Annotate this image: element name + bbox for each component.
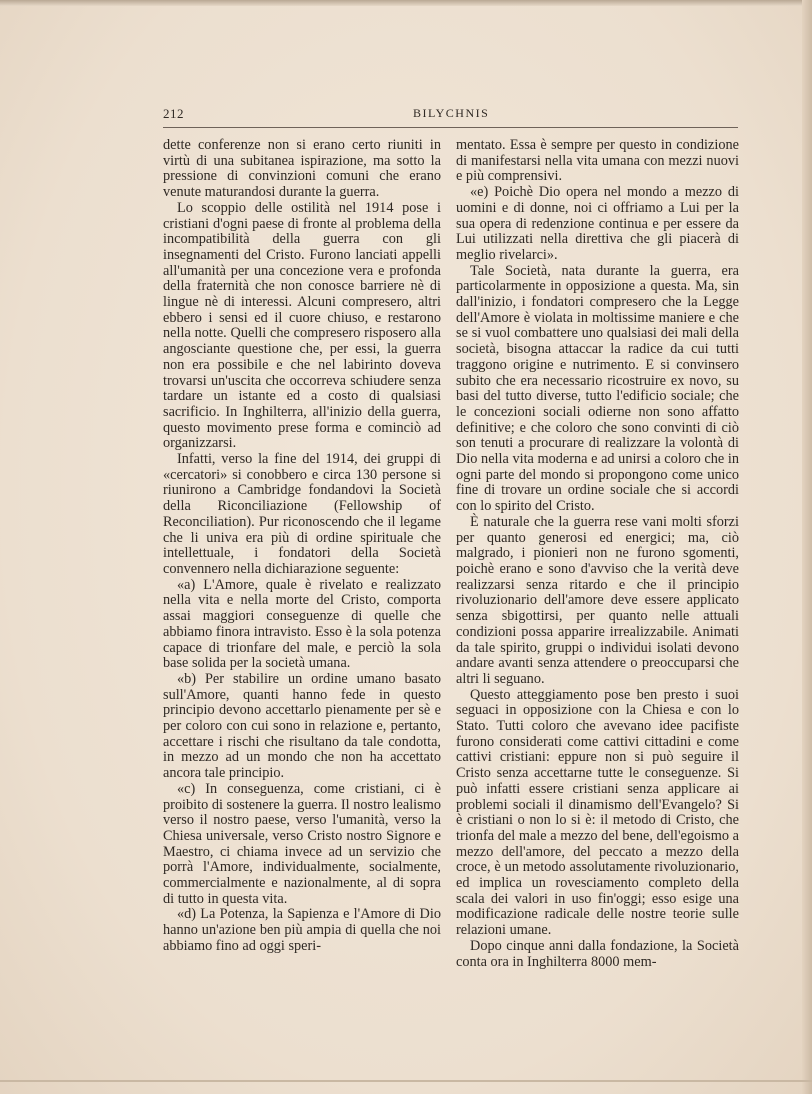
paragraph: Tale Società, nata durante la guerra, era particolarmente in opposizione a questa. Ma, sin dall'inizio, i fondatori compresero che la Legge dell'Amore è violata in moltissime maniere e che se si vuol combattere uno qualsiasi dei mali della società, bisogna attaccar la radice da cui tutti traggono origine e nutrimento. E si convinsero subito che era necessario ricostruire ex novo, su basi del tutto diverse, tutto l'edificio sociale; che le concezioni sociali odierne non sono affatto definitive; e che coloro che sono convinti di ciò son tenuti a procurare di realizzare la volontà di Dio nella vita moderna e ad unirsi a coloro che in ogni parte del mondo si propongono come unico fine di trovare un ordine sociale che si accordi con lo spirito del Cristo. <box>456 262 739 515</box>
paragraph: «a) L'Amore, quale è rivelato e realizzato nella vita e nella morte del Cristo, comporta assai maggiori conseguenze di quelle che abbiamo finora intravisto. Esso è la sola potenza capace di trionfare del male, e perciò la sola base solida per la società umana. <box>163 576 441 672</box>
header-rule <box>163 127 738 128</box>
paragraph: mentato. Essa è sempre per questo in condizione di manifestarsi nella vita umana con mezzi nuovi e più comprensivi. <box>456 137 739 185</box>
left-text-column <box>163 138 441 955</box>
running-title: BILYCHNIS <box>413 106 490 120</box>
paragraph: «e) Poichè Dio opera nel mondo a mezzo di uomini e di donne, noi ci offriamo a Lui per la sua opera di redenzione continua e per essere da Lui utilizzati nella direttiva che gli piacerà di meglio rivelarci». <box>456 184 739 263</box>
page-number: 212 <box>163 106 184 121</box>
paragraph: «d) La Potenza, la Sapienza e l'Amore di Dio hanno un'azione ben più ampia di quella che noi abbiamo fino ad oggi speri- <box>163 906 441 954</box>
paragraph: «b) Per stabilire un ordine umano basato sull'Amore, quanti hanno fede in questo principio devono accettarlo pienamente per sè e per coloro con cui sono in relazione e, pertanto, accettare i rischi che risultano da tale condotta, in mezzo ad un mondo che non ha accettato ancora tale principio. <box>163 670 441 782</box>
paragraph: È naturale che la guerra rese vani molti sforzi per quanto generosi ed energici; ma, ciò malgrado, i pionieri non ne furono sgomenti, poichè erano e sono d'avviso che la verità deve realizzarsi senza ritardo e che il principio rivoluzionario dell'amore deve essere applicato senza sbigottirsi, per quanto nelle attuali condizioni possa apparire irrealizzabile. Animati da tale spirito, gruppi o individui isolati devono andare avanti senza attendere o preoccuparsi che altri li seguano. <box>456 513 739 687</box>
paragraph: Lo scoppio delle ostilità nel 1914 pose i cristiani d'ogni paese di fronte al problema della incompatibilità della guerra con gli insegnamenti del Cristo. Furono lanciati appelli all'umanità per una concezione vera e profonda della fraternità che non conosce barriere nè di lingue nè di interessi. Alcuni compresero, altri ebbero i sensi ed il cuore chiuso, e restarono nella notte. Quelli che compresero risposero alla angosciante questione che, per essi, la guerra non era possibile e che nel labirinto doveva trovarsi un'uscita che occorreva schiudere senza tardare un istante ed a costo di qualsiasi sacrificio. In Inghilterra, all'inizio della guerra, questo movimento prese forma e cominciò ad organizzarsi. <box>163 199 441 452</box>
page-top-edge <box>0 0 812 6</box>
paragraph: Infatti, verso la fine del 1914, dei gruppi di «cercatori» si conobbero e circa 130 persone si riunirono a Cambridge fondandovi la Società della Riconciliazione (Fellowship of Reconciliation). Pur riconoscendo che il legame che li univa era più di ordine spirituale che intellettuale, i fondatori della Società convennero nella dichiarazione seguente: <box>163 451 441 577</box>
page-bottom-edge <box>0 1080 812 1082</box>
paragraph: dette conferenze non si erano certo riuniti in virtù di una subitanea ispirazione, ma sotto la pressione di convinzioni comuni che erano venute maturandosi durante la guerra. <box>163 137 441 201</box>
page-header <box>163 106 738 126</box>
page-right-edge <box>802 0 812 1094</box>
paragraph: «c) In conseguenza, come cristiani, ci è proibito di sostenere la guerra. Il nostro lealismo verso il nostro paese, verso l'umanità, verso la Chiesa universale, verso Cristo nostro Signore e Maestro, ci chiama invece ad un servizio che porrà l'Amore, individualmente, socialmente, commercialmente e nazionalmente, al di sopra di tutto in questa vita. <box>163 780 441 907</box>
right-text-column <box>456 138 739 970</box>
paragraph: Dopo cinque anni dalla fondazione, la Società conta ora in Inghilterra 8000 mem- <box>456 937 739 970</box>
paragraph: Questo atteggiamento pose ben presto i suoi seguaci in opposizione con la Chiesa e con lo Stato. Tutti coloro che avevano idee pacifiste furono considerati come cattivi cittadini e come cattivi cristiani: eppure non si può seguire il Cristo senza accettarne tutte le conseguenze. Si può infatti essere cristiani senza applicare ai problemi sociali il dinamismo dell'Evangelo? Si è cristiani o non lo si è: il metodo di Cristo, che trionfa del male a mezzo del bene, dell'egoismo a mezzo dell'amore, del peccato a mezzo della croce, è un metodo assolutamente rivoluzionario, ed implica un rovesciamento completo della scala dei valori in uso fin'oggi; esso esige una modificazione radicale delle nostre teorie sulle relazioni umane. <box>456 686 739 939</box>
